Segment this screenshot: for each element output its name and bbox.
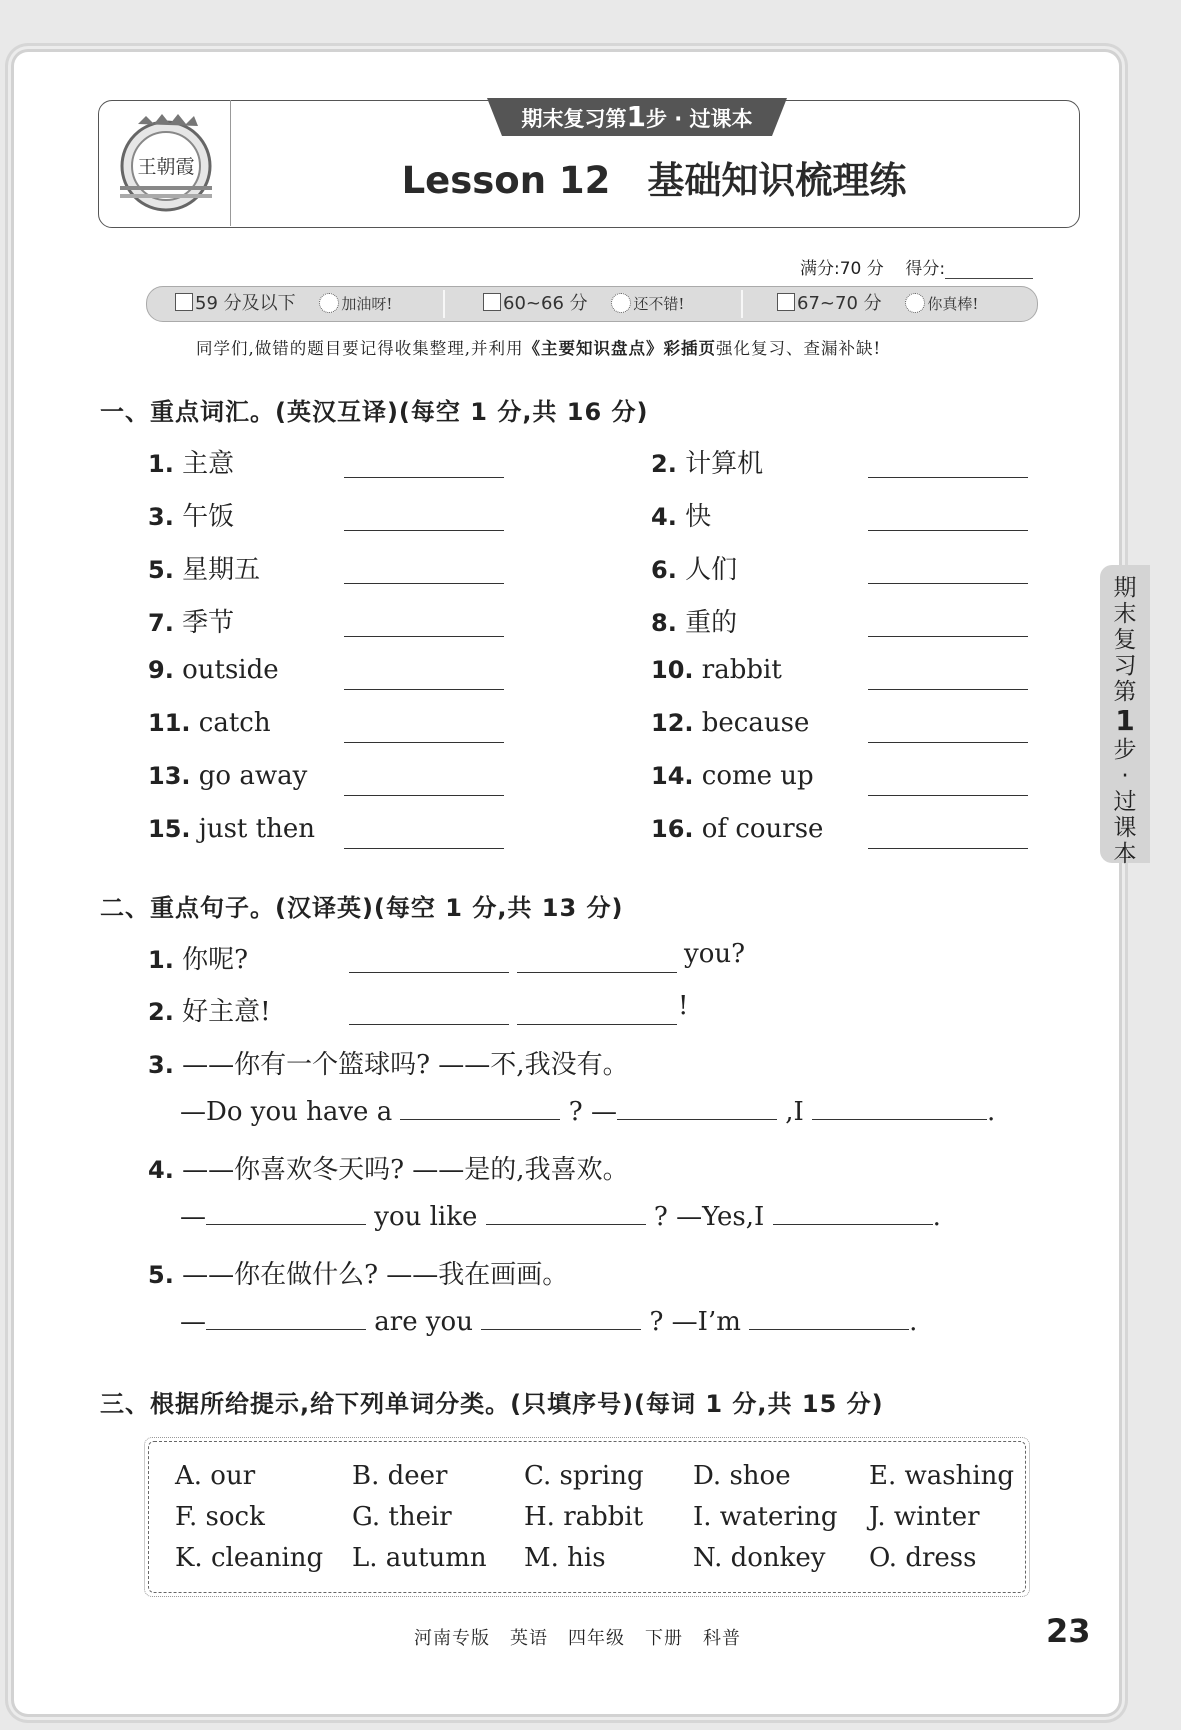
instruction-note: 同学们,做错的题目要记得收集整理,并利用《主要知识盘点》彩插页强化复习、查漏补缺!	[196, 339, 882, 358]
answer-blank[interactable]	[517, 972, 677, 973]
word-option: F. sock	[175, 1502, 265, 1532]
vocab-item: 3. 午饭	[148, 502, 235, 532]
grade-option-3: 67~70 分 你真棒!	[777, 290, 978, 318]
word-option: N. donkey	[693, 1543, 826, 1573]
word-option: C. spring	[524, 1461, 644, 1491]
vocab-item: 14. come up	[651, 761, 814, 791]
answer-blank[interactable]	[868, 477, 1028, 478]
answer-blank[interactable]	[868, 636, 1028, 637]
word-option: E. washing	[869, 1461, 1015, 1491]
vocab-item: 4. 快	[651, 502, 712, 532]
grade-checkbox[interactable]	[175, 293, 193, 311]
answer-blank[interactable]	[868, 530, 1028, 531]
page-number: 23	[1046, 1612, 1091, 1650]
score-blank[interactable]	[945, 262, 1033, 279]
answer-blank[interactable]	[749, 1307, 909, 1330]
answer-blank[interactable]	[344, 636, 504, 637]
vocab-item: 8. 重的	[651, 608, 738, 638]
answer-blank[interactable]	[868, 583, 1028, 584]
answer-blank[interactable]	[517, 1024, 677, 1025]
sentence-4: 4. ——你喜欢冬天吗? ——是的,我喜欢。	[148, 1155, 629, 1185]
vocab-item: 6. 人们	[651, 555, 738, 585]
smiley-icon	[905, 293, 925, 313]
banner-suffix: 步 · 过课本	[645, 107, 753, 131]
score-line	[800, 254, 1033, 279]
sentence-5: 5. ——你在做什么? ——我在画画。	[148, 1260, 569, 1290]
header-banner	[487, 98, 787, 136]
vocab-item: 16. of course	[651, 814, 824, 844]
answer-blank[interactable]	[344, 848, 504, 849]
answer-blank[interactable]	[206, 1202, 366, 1225]
word-option: K. cleaning	[175, 1543, 324, 1573]
word-option: I. watering	[693, 1502, 838, 1532]
answer-blank[interactable]	[812, 1097, 987, 1120]
answer-blank[interactable]	[486, 1202, 646, 1225]
answer-blank[interactable]	[868, 689, 1028, 690]
sentence-4-english: — you like ? —Yes,I .	[180, 1202, 941, 1232]
answer-blank[interactable]	[344, 583, 504, 584]
section3-title: 三、根据所给提示,给下列单词分类。(只填序号)(每词 1 分,共 15 分)	[100, 1390, 884, 1418]
word-option: D. shoe	[693, 1461, 791, 1491]
vocab-item: 11. catch	[148, 708, 271, 738]
word-option: O. dress	[869, 1543, 977, 1573]
sentence-2-end: !	[678, 991, 689, 1021]
word-option: J. winter	[869, 1502, 980, 1532]
answer-blank[interactable]	[344, 689, 504, 690]
vocab-item: 12. because	[651, 708, 810, 738]
vocab-item: 9. outside	[148, 655, 279, 685]
word-option: M. his	[524, 1543, 606, 1573]
full-score: 满分:70 分	[800, 259, 884, 279]
vocab-item: 7. 季节	[148, 608, 235, 638]
sentence-3: 3. ——你有一个篮球吗? ——不,我没有。	[148, 1050, 629, 1080]
vocab-item: 13. go away	[148, 761, 308, 791]
sentence-1-end: you?	[684, 939, 746, 969]
word-option: L. autumn	[352, 1543, 487, 1573]
vocab-item: 15. just then	[148, 814, 315, 844]
answer-blank[interactable]	[400, 1097, 560, 1120]
sentence-5-english: — are you ? —I’m .	[180, 1307, 918, 1337]
footer-info: 河南专版 英语 四年级 下册 科普	[414, 1628, 741, 1649]
vocab-item: 10. rabbit	[651, 655, 782, 685]
smiley-icon	[319, 293, 339, 313]
answer-blank[interactable]	[206, 1307, 366, 1330]
grade-option-1: 59 分及以下 加油呀!	[175, 290, 392, 318]
answer-blank[interactable]	[349, 972, 509, 973]
section1-title: 一、重点词汇。(英汉互译)(每空 1 分,共 16 分)	[100, 398, 649, 426]
grade-bar	[146, 286, 1038, 322]
answer-blank[interactable]	[344, 742, 504, 743]
answer-blank[interactable]	[344, 530, 504, 531]
grade-checkbox[interactable]	[483, 293, 501, 311]
answer-blank[interactable]	[344, 795, 504, 796]
banner-step-number: 1	[626, 100, 646, 133]
answer-blank[interactable]	[773, 1202, 933, 1225]
answer-blank[interactable]	[344, 477, 504, 478]
banner-prefix: 期末复习第	[521, 107, 627, 131]
side-tab: 期 末 复 习 第 1 步 · 过 课 本	[1100, 565, 1150, 863]
sentence-2: 2. 好主意!	[148, 997, 271, 1027]
grade-option-2: 60~66 分 还不错!	[483, 290, 684, 318]
answer-blank[interactable]	[617, 1097, 777, 1120]
word-option: G. their	[352, 1502, 452, 1532]
got-score-label: 得分:	[905, 259, 946, 279]
vocab-item: 2. 计算机	[651, 449, 764, 479]
side-tab-step-number: 1	[1115, 704, 1135, 737]
answer-blank[interactable]	[481, 1307, 641, 1330]
word-option: A. our	[175, 1461, 256, 1491]
answer-blank[interactable]	[868, 848, 1028, 849]
answer-blank[interactable]	[868, 795, 1028, 796]
answer-blank[interactable]	[349, 1024, 509, 1025]
vocab-item: 1. 主意	[148, 449, 235, 479]
page-title: Lesson 12 基础知识梳理练	[401, 159, 907, 202]
svg-text:王朝霞: 王朝霞	[137, 156, 195, 178]
section2-title: 二、重点句子。(汉译英)(每空 1 分,共 13 分)	[100, 894, 624, 922]
grade-checkbox[interactable]	[777, 293, 795, 311]
sentence-1: 1. 你呢?	[148, 945, 249, 975]
word-option: H. rabbit	[524, 1502, 644, 1532]
sentence-3-english: —Do you have a ? — ,I .	[180, 1097, 996, 1127]
smiley-icon	[611, 293, 631, 313]
vocab-item: 5. 星期五	[148, 555, 261, 585]
publisher-logo	[98, 100, 231, 226]
word-option: B. deer	[352, 1461, 448, 1491]
answer-blank[interactable]	[868, 742, 1028, 743]
